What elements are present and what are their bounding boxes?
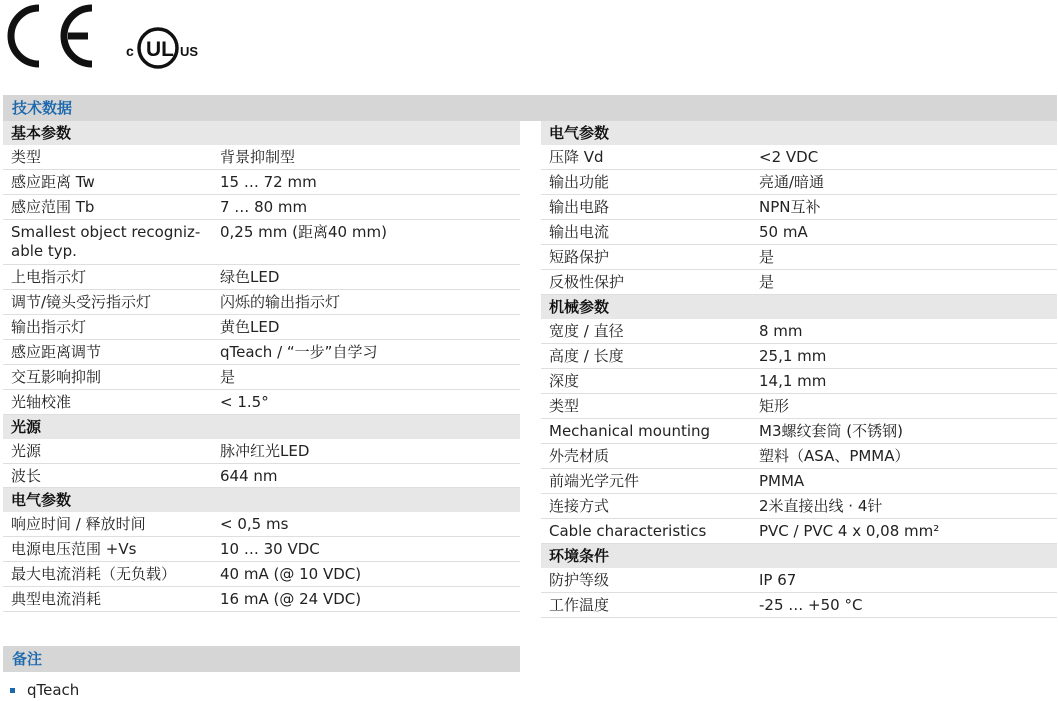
spec-label: 防护等级 [549,571,610,589]
spec-label: 响应时间 / 释放时间 [11,515,146,533]
section-title: 光源 [3,415,520,439]
section-title: 机械参数 [541,295,1057,319]
spec-value: < 1.5° [220,393,269,411]
spec-label: 连接方式 [549,497,610,515]
spec-label: 工作温度 [549,596,610,614]
spec-value: 10 … 30 VDC [220,540,320,558]
spec-row [541,220,1057,245]
spec-value: 8 mm [759,322,803,340]
spec-label: 高度 / 长度 [549,347,624,365]
spec-row [541,494,1057,519]
spec-value: 16 mA (@ 24 VDC) [220,590,362,608]
spec-row [3,315,520,340]
spec-value: 50 mA [759,223,808,241]
spec-row [3,220,520,265]
spec-label: 前端光学元件 [549,472,640,490]
spec-value: 绿色LED [220,268,280,286]
certification-logos [0,0,260,80]
spec-row [3,340,520,365]
spec-value: 黄色LED [220,318,280,336]
spec-label: 短路保护 [549,248,610,266]
spec-value: 2米直接出线 · 4针 [759,497,883,515]
spec-value: PMMA [759,472,805,490]
spec-value: < 0,5 ms [220,515,289,533]
spec-label: 典型电流消耗 [11,590,102,608]
spec-value: NPN互补 [759,198,821,216]
spec-row [541,519,1057,544]
spec-row [541,369,1057,394]
spec-label: 光轴校准 [11,393,72,411]
spec-label: 上电指示灯 [11,268,87,286]
spec-row [3,587,520,612]
spec-label: 感应范围 Tb [11,198,95,216]
ul-core-letters: UL [146,38,174,61]
spec-label: 输出指示灯 [11,318,87,336]
spec-value: 是 [220,368,236,386]
spec-value: PVC / PVC 4 x 0,08 mm² [759,522,940,540]
spec-row [3,439,520,464]
spec-value: 闪烁的输出指示灯 [220,293,341,311]
spec-value: 矩形 [759,397,790,415]
spec-label: 外壳材质 [549,447,610,465]
spec-row [541,170,1057,195]
spec-row [541,195,1057,220]
spec-row [541,145,1057,170]
spec-row [541,469,1057,494]
spec-value: 15 … 72 mm [220,173,317,191]
bullet-icon [10,688,15,693]
spec-value: 40 mA (@ 10 VDC) [220,565,362,583]
spec-label: 深度 [549,372,580,390]
spec-row [541,568,1057,593]
spec-label: 输出功能 [549,173,610,191]
spec-value: IP 67 [759,571,797,589]
spec-label: 类型 [11,148,42,166]
spec-row [3,365,520,390]
spec-value: 是 [759,248,775,266]
spec-label: 光源 [11,442,42,460]
spec-label: 宽度 / 直径 [549,322,624,340]
spec-row [3,390,520,415]
spec-label: 交互影响抑制 [11,368,102,386]
spec-label: 反极性保护 [549,273,625,291]
spec-value: 塑料（ASA、PMMA） [759,447,910,465]
spec-value: 14,1 mm [759,372,827,390]
ce-mark-icon [2,2,98,70]
spec-label: 输出电流 [549,223,610,241]
spec-row [541,444,1057,469]
spec-row [3,464,520,488]
spec-row [3,145,520,170]
spec-column-left [3,121,520,612]
spec-value: -25 … +50 °C [759,596,863,614]
tech-data-header: 技术数据 [3,95,1057,121]
spec-value: 7 … 80 mm [220,198,308,216]
ul-us-letters: US [180,44,199,59]
spec-value: 背景抑制型 [220,148,296,166]
spec-value: 644 nm [220,467,278,485]
spec-row [541,593,1057,618]
notes-header: 备注 [3,646,520,672]
spec-label: 电源电压范围 +Vs [11,540,137,558]
spec-row [541,419,1057,444]
spec-label: Smallest object recogniz-able typ. [11,223,201,260]
spec-label: Cable characteristics [549,522,707,540]
spec-row [3,562,520,587]
spec-row [541,344,1057,369]
section-title: 环境条件 [541,544,1057,568]
spec-value: 0,25 mm (距离40 mm) [220,223,387,241]
spec-row [541,270,1057,295]
spec-row [3,170,520,195]
spec-label: 波长 [11,467,42,485]
spec-row [3,512,520,537]
ul-listing-icon [124,26,200,70]
spec-value: qTeach / “一步”自学习 [220,343,378,361]
section-title: 电气参数 [541,121,1057,145]
spec-label: 最大电流消耗（无负载） [11,565,177,583]
spec-value: 亮通/暗通 [759,173,825,191]
spec-row [3,290,520,315]
spec-value: M3螺纹套筒 (不锈钢) [759,422,903,440]
section-title: 基本参数 [3,121,520,145]
spec-row [3,537,520,562]
spec-label: 压降 Vd [549,148,604,166]
spec-value: <2 VDC [759,148,819,166]
spec-row [3,265,520,290]
spec-label: 类型 [549,397,580,415]
section-title: 电气参数 [3,488,520,512]
spec-row [541,245,1057,270]
spec-value: 是 [759,273,775,291]
spec-value: 25,1 mm [759,347,827,365]
ul-c-letter: c [126,43,134,59]
spec-row [541,319,1057,344]
spec-label: 感应距离调节 [11,343,102,361]
spec-row [3,195,520,220]
spec-value: 脉冲红光LED [220,442,310,460]
note-text: qTeach [27,681,80,699]
spec-label: 感应距离 Tw [11,173,95,191]
spec-label: 输出电路 [549,198,610,216]
spec-label: Mechanical mounting [549,422,711,440]
note-item [10,680,79,700]
spec-column-right [541,121,1057,618]
spec-row [541,394,1057,419]
spec-label: 调节/镜头受污指示灯 [11,293,152,311]
